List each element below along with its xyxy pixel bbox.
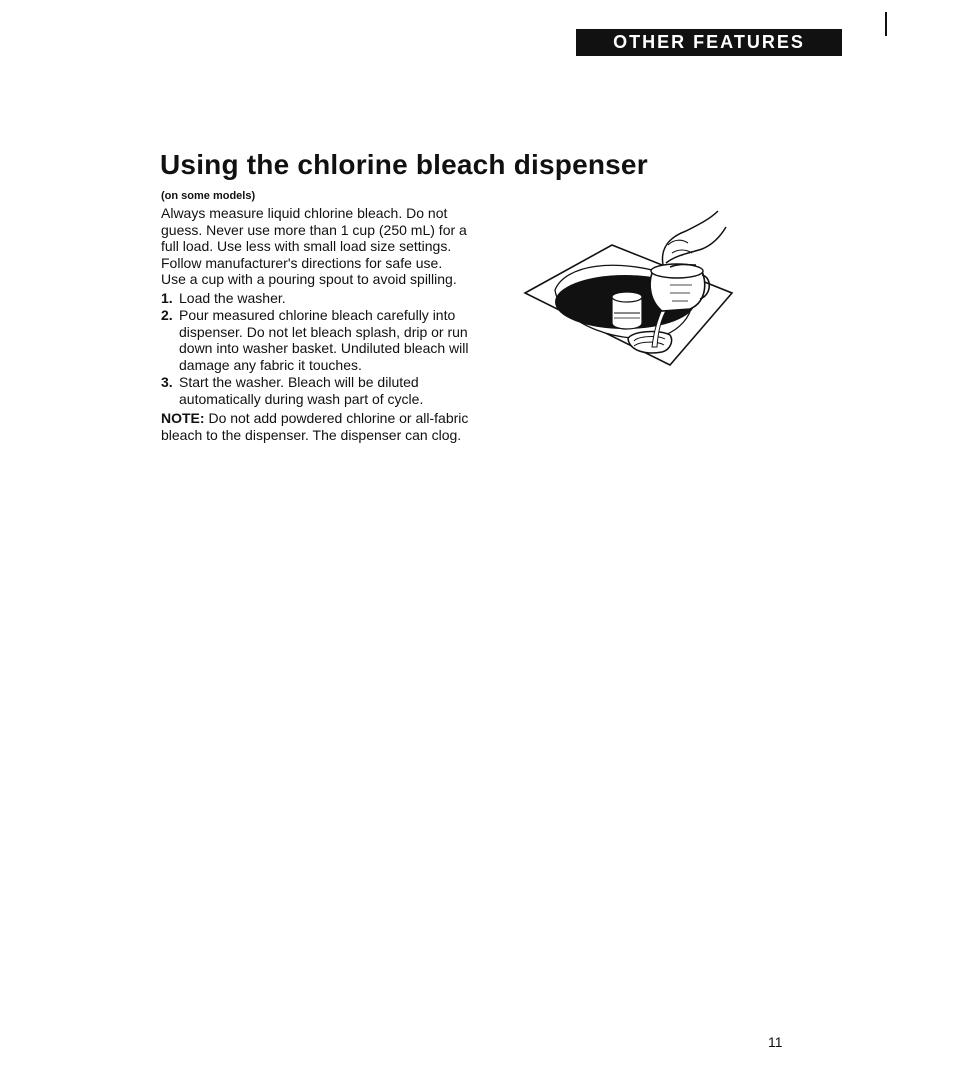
page-edge-mark	[885, 12, 887, 36]
page-title: Using the chlorine bleach dispenser	[160, 149, 648, 180]
note-text: Do not add powdered chlorine or all-fabric bleach to the dispenser. The dispenser can clog.	[161, 410, 469, 443]
page-number: 11	[768, 1034, 783, 1050]
step-item	[161, 290, 471, 307]
step-item	[161, 307, 471, 373]
intro-paragraph: Always measure liquid chlorine bleach. Do not guess. Never use more than 1 cup (250 mL) for a full load. Use less with small load size settings. Follow manufacturer's directions for safe use. Use a cup with a pouring spout to avoid spilling.	[161, 205, 467, 287]
step-number: 3.	[161, 374, 173, 390]
step-number: 2.	[161, 307, 173, 323]
bleach-pouring-illustration	[520, 205, 735, 375]
step-text: Pour measured chlorine bleach carefully into dispenser. Do not let bleach splash, drip or run down into washer basket. Undiluted bleach will damage any fabric it touches.	[179, 307, 469, 373]
section-banner: OTHER FEATURES	[576, 29, 842, 56]
hand	[662, 211, 726, 267]
step-text: Start the washer. Bleach will be diluted automatically during wash part of cycle.	[179, 374, 424, 407]
step-number: 1.	[161, 289, 173, 306]
step-text: Load the washer.	[179, 289, 286, 306]
step-item	[161, 374, 471, 407]
note-label: NOTE:	[161, 410, 205, 426]
note-paragraph	[161, 410, 471, 443]
subtitle: (on some models)	[161, 190, 256, 202]
steps-list	[161, 290, 471, 408]
instructions-column	[161, 205, 471, 443]
